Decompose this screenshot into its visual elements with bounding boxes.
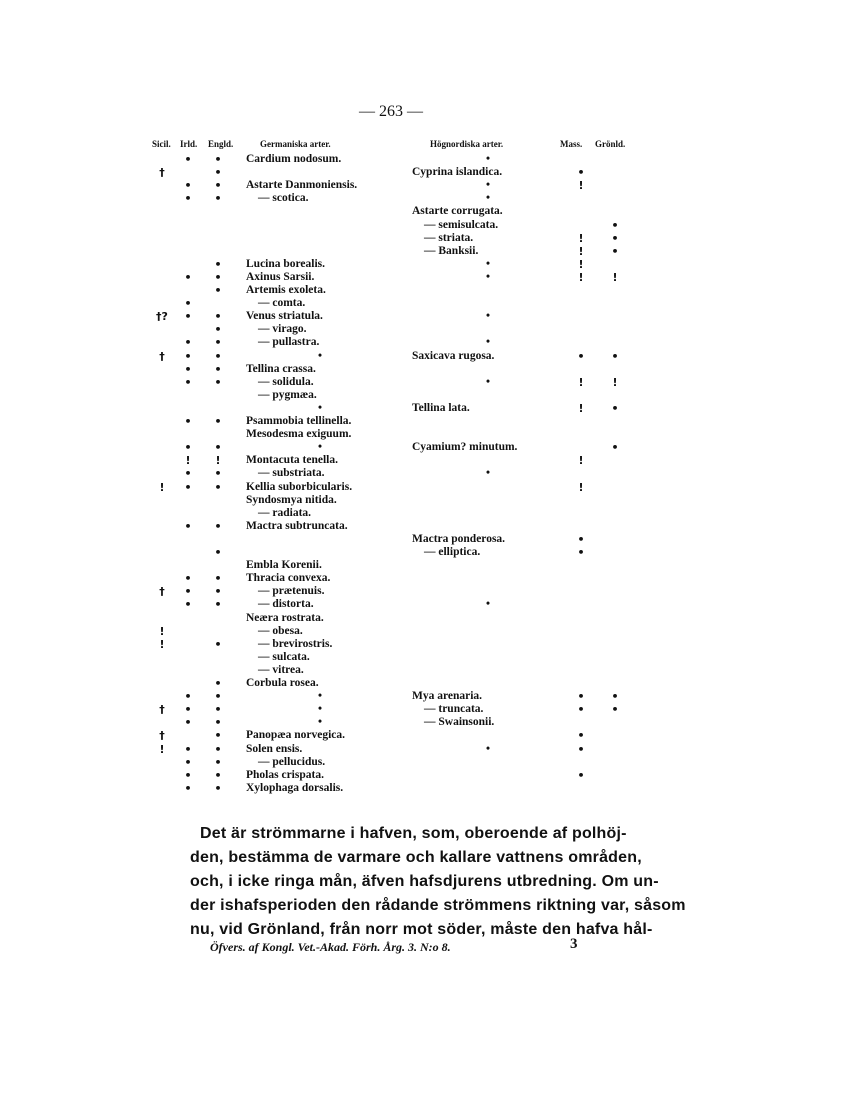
cell-irld: • — [184, 153, 192, 166]
cell-engld: • — [214, 756, 222, 769]
cell-sicil: ! — [159, 743, 165, 756]
cell-engld: • — [214, 690, 222, 703]
cell-sicil: † — [159, 585, 165, 598]
cell-hognordiska-species: • — [486, 743, 491, 755]
cell-germanic-species: Pholas crispata. — [246, 769, 324, 781]
cell-hognordiska-species: • — [486, 153, 491, 165]
cell-germanic-species: — prætenuis. — [258, 585, 325, 597]
cell-germanic-species: Astarte Danmoniensis. — [246, 179, 358, 191]
paragraph-line: den, bestämma de varmare och kallare vattnens områden, — [190, 849, 642, 866]
cell-germanic-species: — pygmæa. — [258, 389, 317, 401]
header-sicil: Sicil. — [152, 139, 171, 149]
cell-sicil: † — [159, 166, 165, 179]
paragraph-line: och, i icke ringa mån, äfven hafsdjurens utbredning. Om un- — [190, 873, 659, 890]
cell-germanic-species: • — [318, 402, 323, 414]
cell-gron: • — [611, 690, 619, 703]
cell-hognordiska-species: • — [486, 376, 491, 388]
cell-germanic-species: — distorta. — [258, 598, 314, 610]
cell-gron: ! — [612, 376, 618, 389]
cell-irld: • — [184, 769, 192, 782]
cell-hognordiska-species: Cyamium? minutum. — [412, 441, 518, 453]
cell-germanic-species: Syndosmya nitida. — [246, 494, 337, 506]
cell-engld: • — [214, 363, 222, 376]
cell-irld: • — [184, 481, 192, 494]
cell-sicil: ! — [159, 625, 165, 638]
cell-hognordiska-species: Astarte corrugata. — [412, 205, 503, 217]
cell-mass: ! — [578, 481, 584, 494]
cell-engld: ! — [215, 454, 221, 467]
cell-germanic-species: Panopæa norvegica. — [246, 729, 346, 741]
cell-irld: • — [184, 336, 192, 349]
cell-engld: • — [214, 153, 222, 166]
cell-germanic-species: Lucina borealis. — [246, 258, 326, 270]
cell-germanic-species: — brevirostris. — [258, 638, 333, 650]
cell-germanic-species: • — [318, 441, 323, 453]
cell-irld: • — [184, 467, 192, 480]
cell-germanic-species: Montacuta tenella. — [246, 454, 338, 466]
cell-engld: • — [214, 677, 222, 690]
cell-sicil: ! — [159, 638, 165, 651]
paragraph-line: nu, vid Grönland, från norr mot söder, måste den hafva hål- — [190, 921, 653, 938]
cell-gron: • — [611, 219, 619, 232]
cell-germanic-species: Kellia suborbicularis. — [246, 481, 353, 493]
cell-germanic-species: • — [318, 350, 323, 362]
cell-mass: • — [577, 350, 585, 363]
cell-germanic-species: — substriata. — [258, 467, 325, 479]
cell-irld: • — [184, 598, 192, 611]
cell-engld: • — [214, 481, 222, 494]
body-paragraph — [190, 822, 686, 942]
cell-mass: ! — [578, 245, 584, 258]
cell-irld: • — [184, 782, 192, 795]
cell-engld: • — [214, 638, 222, 651]
cell-irld: • — [184, 363, 192, 376]
cell-irld: • — [184, 520, 192, 533]
cell-mass: ! — [578, 454, 584, 467]
cell-germanic-species: Tellina crassa. — [246, 363, 316, 375]
cell-irld: • — [184, 756, 192, 769]
cell-germanic-species: — radiata. — [258, 507, 312, 519]
signature-mark: 3 — [570, 936, 578, 952]
cell-hognordiska-species: • — [486, 271, 491, 283]
cell-hognordiska-species: • — [486, 310, 491, 322]
cell-germanic-species: — scotica. — [258, 192, 309, 204]
cell-mass: • — [577, 769, 585, 782]
paragraph-line: Det är strömmarne i hafven, som, oberoende af polhöj- — [200, 825, 627, 842]
cell-irld: • — [184, 703, 192, 716]
cell-engld: • — [214, 258, 222, 271]
cell-irld: • — [184, 743, 192, 756]
cell-hognordiska-species: — striata. — [424, 232, 474, 244]
cell-germanic-species: Mactra subtruncata. — [246, 520, 348, 532]
cell-engld: • — [214, 336, 222, 349]
cell-hognordiska-species: Cyprina islandica. — [412, 166, 503, 178]
cell-sicil: †? — [156, 310, 168, 323]
cell-germanic-species: — obesa. — [258, 625, 303, 637]
cell-sicil: † — [159, 703, 165, 716]
cell-germanic-species: Axinus Sarsii. — [246, 271, 315, 283]
cell-germanic-species: Mesodesma exiguum. — [246, 428, 352, 440]
cell-germanic-species: Venus striatula. — [246, 310, 323, 322]
cell-mass: ! — [578, 402, 584, 415]
cell-irld: • — [184, 572, 192, 585]
cell-germanic-species: Corbula rosea. — [246, 677, 319, 689]
cell-germanic-species: Psammobia tellinella. — [246, 415, 352, 427]
cell-engld: • — [214, 166, 222, 179]
cell-gron: • — [611, 232, 619, 245]
cell-germanic-species: Cardium nodosum. — [246, 153, 342, 165]
cell-irld: • — [184, 716, 192, 729]
cell-hognordiska-species: — semisulcata. — [424, 219, 499, 231]
cell-germanic-species: — pellucidus. — [258, 756, 326, 768]
cell-gron: ! — [612, 271, 618, 284]
cell-engld: • — [214, 415, 222, 428]
cell-irld: • — [184, 415, 192, 428]
cell-engld: • — [214, 782, 222, 795]
cell-irld: • — [184, 350, 192, 363]
cell-irld: ! — [185, 454, 191, 467]
cell-mass: ! — [578, 179, 584, 192]
cell-hognordiska-species: — truncata. — [424, 703, 484, 715]
cell-engld: • — [214, 271, 222, 284]
cell-mass: ! — [578, 258, 584, 271]
cell-gron: • — [611, 245, 619, 258]
cell-gron: • — [611, 350, 619, 363]
cell-irld: • — [184, 585, 192, 598]
cell-engld: • — [214, 323, 222, 336]
cell-engld: • — [214, 179, 222, 192]
cell-germanic-species: — pullastra. — [258, 336, 320, 348]
cell-irld: • — [184, 376, 192, 389]
cell-engld: • — [214, 467, 222, 480]
cell-gron: • — [611, 402, 619, 415]
cell-mass: ! — [578, 232, 584, 245]
cell-engld: • — [214, 376, 222, 389]
cell-germanic-species: Neæra rostrata. — [246, 612, 324, 624]
cell-engld: • — [214, 520, 222, 533]
cell-hognordiska-species: • — [486, 467, 491, 479]
cell-engld: • — [214, 284, 222, 297]
cell-hognordiska-species: • — [486, 179, 491, 191]
cell-hognordiska-species: Mya arenaria. — [412, 690, 483, 702]
cell-engld: • — [214, 441, 222, 454]
header-gronld: Grönld. — [595, 139, 626, 149]
cell-irld: • — [184, 179, 192, 192]
cell-engld: • — [214, 192, 222, 205]
cell-hognordiska-species: • — [486, 258, 491, 270]
cell-hognordiska-species: • — [486, 598, 491, 610]
cell-hognordiska-species: • — [486, 336, 491, 348]
cell-hognordiska-species: — elliptica. — [424, 546, 481, 558]
cell-mass: • — [577, 743, 585, 756]
cell-hognordiska-species: Saxicava rugosa. — [412, 350, 495, 362]
cell-germanic-species: Xylophaga dorsalis. — [246, 782, 344, 794]
header-mass: Mass. — [560, 139, 583, 149]
paragraph-line: der ishafsperioden den rådande strömmens riktning var, såsom — [190, 897, 686, 914]
cell-germanic-species: Embla Korenii. — [246, 559, 322, 571]
cell-mass: ! — [578, 271, 584, 284]
page-number: — 263 — — [359, 103, 423, 120]
cell-engld: • — [214, 572, 222, 585]
cell-hognordiska-species: — Swainsonii. — [424, 716, 495, 728]
cell-engld: • — [214, 703, 222, 716]
cell-irld: • — [184, 271, 192, 284]
cell-hognordiska-species: Tellina lata. — [412, 402, 470, 414]
cell-sicil: † — [159, 729, 165, 742]
cell-germanic-species: — vitrea. — [258, 664, 304, 676]
cell-irld: • — [184, 690, 192, 703]
cell-engld: • — [214, 585, 222, 598]
cell-germanic-species: — comta. — [258, 297, 306, 309]
cell-irld: • — [184, 310, 192, 323]
cell-germanic-species: — virago. — [258, 323, 307, 335]
cell-engld: • — [214, 598, 222, 611]
cell-engld: • — [214, 743, 222, 756]
header-hognordiska: Högnordiska arter. — [430, 139, 504, 149]
cell-mass: • — [577, 703, 585, 716]
cell-germanic-species: Artemis exoleta. — [246, 284, 326, 296]
cell-hognordiska-species: • — [486, 192, 491, 204]
cell-irld: • — [184, 441, 192, 454]
cell-hognordiska-species: — Banksii. — [424, 245, 479, 257]
cell-engld: • — [214, 729, 222, 742]
cell-germanic-species: • — [318, 690, 323, 702]
cell-germanic-species: • — [318, 703, 323, 715]
cell-germanic-species: — solidula. — [258, 376, 314, 388]
cell-mass: • — [577, 166, 585, 179]
cell-engld: • — [214, 310, 222, 323]
cell-gron: • — [611, 703, 619, 716]
cell-mass: • — [577, 690, 585, 703]
cell-hognordiska-species: Mactra ponderosa. — [412, 533, 506, 545]
cell-mass: • — [577, 546, 585, 559]
cell-irld: • — [184, 297, 192, 310]
cell-mass: • — [577, 533, 585, 546]
cell-irld: • — [184, 192, 192, 205]
cell-mass: ! — [578, 376, 584, 389]
journal-footer: Öfvers. af Kongl. Vet.-Akad. Förh. Årg. 3. N:o 8. — [210, 940, 451, 954]
cell-mass: • — [577, 729, 585, 742]
cell-germanic-species: Solen ensis. — [246, 743, 303, 755]
cell-germanic-species: Thracia convexa. — [246, 572, 331, 584]
cell-engld: • — [214, 350, 222, 363]
cell-engld: • — [214, 716, 222, 729]
header-germanic: Germaniska arter. — [260, 139, 331, 149]
cell-sicil: † — [159, 350, 165, 363]
header-irld: Irld. — [180, 139, 198, 149]
cell-engld: • — [214, 769, 222, 782]
cell-engld: • — [214, 546, 222, 559]
cell-sicil: ! — [159, 481, 165, 494]
cell-gron: • — [611, 441, 619, 454]
header-engld: Engld. — [208, 139, 234, 149]
cell-germanic-species: • — [318, 716, 323, 728]
cell-germanic-species: — sulcata. — [258, 651, 310, 663]
